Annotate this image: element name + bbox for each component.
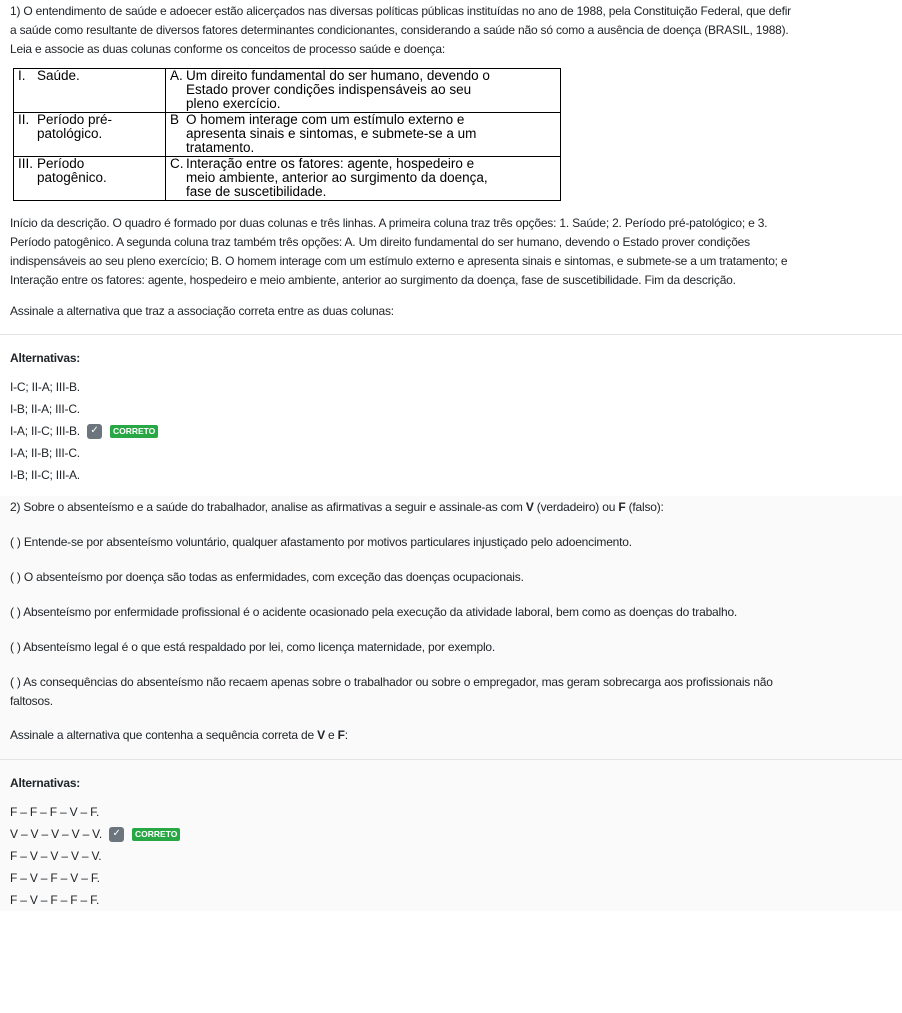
definition-text: [186, 69, 490, 111]
definition-line: Um direito fundamental do ser humano, devendo o: [186, 68, 490, 83]
alternatives-title: Alternativas:: [10, 776, 81, 790]
definition-letter: C.: [170, 156, 184, 171]
description-line: Interação entre os fatores: agente, hospedeiro e meio ambiente, anterior ao surgimento da doença, fase de suscetibilidade. Fim da descrição.: [10, 273, 736, 287]
table-cell-definition: [166, 69, 561, 113]
question-2-prompt: [10, 726, 892, 745]
intro-line: a saúde como resultante de diversos fatores determinantes condicionantes, considerando a saúde não só como a ausência de doença (BRASIL, 1988).: [10, 23, 789, 37]
prompt-text: Assinale a alternativa que contenha a sequência correta de: [10, 728, 318, 742]
alternative-option[interactable]: [10, 823, 892, 845]
alternative-option[interactable]: [10, 889, 892, 911]
table-cell-definition: [166, 113, 561, 157]
concept-text: Período pré-: [37, 112, 113, 127]
alternatives-list: [10, 801, 892, 911]
stem-text: (verdadeiro) ou: [533, 500, 619, 514]
false-letter: F: [337, 728, 345, 742]
alternative-text: F – V – F – F – F.: [10, 893, 100, 907]
alternatives-title: Alternativas:: [10, 351, 81, 365]
concept-number: II.: [18, 112, 30, 127]
statement-2: ( ) O absenteísmo por doença são todas as enfermidades, com exceção das doenças ocupacionais.: [10, 570, 524, 584]
statement-line: faltosos.: [10, 694, 53, 708]
alternative-option[interactable]: [10, 464, 892, 486]
statement-5: [10, 673, 892, 711]
table-row: [14, 113, 561, 157]
description-line: Período patogênico. A segunda coluna traz também três opções: A. Um direito fundamental do ser humano, devendo o Estado prover condições: [10, 235, 750, 249]
stem-text: 2) Sobre o absenteísmo e a saúde do trabalhador, analise as afirmativas a seguir e assinale-as com: [10, 500, 526, 514]
checkmark-icon: ✓: [109, 827, 124, 842]
concept-line: [18, 69, 161, 83]
definition-line: O homem interage com um estímulo externo e: [186, 112, 465, 127]
alternative-option[interactable]: [10, 442, 892, 464]
correct-badge: CORRETO: [132, 828, 180, 841]
table-row: [14, 69, 561, 113]
alternative-text: I-A; II-B; III-C.: [10, 446, 80, 460]
description-line: Início da descrição. O quadro é formado por duas colunas e três linhas. A primeira coluna traz três opções: 1. Saúde; 2. Período pré-patológico; e 3.: [10, 216, 768, 230]
question-1-prompt: Assinale a alternativa que traz a associação correta entre as duas colunas:: [10, 304, 394, 318]
prompt-text: e: [324, 728, 338, 742]
table-cell-definition: [166, 157, 561, 201]
alternative-text: F – F – F – V – F.: [10, 805, 100, 819]
alternative-text: I-B; II-C; III-A.: [10, 468, 80, 482]
prompt-text: :: [344, 728, 348, 742]
table-description: [10, 214, 892, 290]
definition-text: [186, 113, 476, 155]
statement-line: ( ) As consequências do absenteísmo não recaem apenas sobre o trabalhador ou sobre o empregador, mas geram sobrecarga aos profissionais não: [10, 675, 773, 689]
alternative-text: F – V – F – V – F.: [10, 871, 100, 885]
table-cell-concept: [14, 113, 166, 157]
alternative-option[interactable]: [10, 867, 892, 889]
alternative-text: I-C; II-A; III-B.: [10, 380, 80, 394]
concept-line: patogênico.: [37, 170, 107, 185]
question-2-stem: [10, 496, 892, 517]
stem-text: (falso):: [625, 500, 664, 514]
intro-line: 1) O entendimento de saúde e adoecer estão alicerçados nas diversas políticas públicas instituídas no ano de 1988, pela Constituição Federal, que defir: [10, 4, 791, 18]
false-letter: F: [618, 500, 626, 514]
question-2: [0, 496, 902, 911]
alternative-text: I-A; II-C; III-B.: [10, 424, 80, 438]
definition-line: meio ambiente, anterior ao surgimento da doença,: [186, 170, 488, 185]
table-cell-concept: [14, 69, 166, 113]
alternative-option[interactable]: [10, 376, 892, 398]
divider: [0, 334, 902, 335]
concept-text: Período: [37, 156, 85, 171]
concept-text: Saúde.: [37, 68, 80, 83]
description-line: indispensáveis ao seu pleno exercício; B. O homem interage com um estímulo externo e apresenta sinais e sintomas, e submete-se a um tratamento; e: [10, 254, 788, 268]
concept-line: [18, 157, 161, 171]
question-1-intro: [10, 0, 892, 59]
true-letter: V: [317, 728, 325, 742]
concept-number: I.: [18, 68, 26, 83]
alternative-option[interactable]: [10, 845, 892, 867]
definition-line: Estado prover condições indispensáveis ao seu: [186, 82, 472, 97]
divider: [0, 759, 902, 760]
statement-3: ( ) Absenteísmo por enfermidade profissional é o acidente ocasionado pela execução da atividade laboral, bem como as doenças do trabalho.: [10, 605, 738, 619]
alternative-option[interactable]: [10, 801, 892, 823]
checkmark-icon: ✓: [87, 424, 102, 439]
table-row: [14, 157, 561, 201]
alternatives-list: [10, 376, 892, 486]
statement-1: ( ) Entende-se por absenteísmo voluntário, qualquer afastamento por motivos particulares injustiçado pelo adoencimento.: [10, 535, 632, 549]
definition-line: apresenta sinais e sintomas, e submete-se a um: [186, 126, 477, 141]
correct-badge: CORRETO: [110, 425, 158, 438]
true-letter: V: [525, 500, 534, 514]
alternative-text: V – V – V – V – V.: [10, 827, 103, 841]
alternative-text: F – V – V – V – V.: [10, 849, 102, 863]
concept-line: patológico.: [37, 126, 103, 141]
concept-number: III.: [18, 156, 34, 171]
definition-letter: B: [170, 112, 180, 127]
alternative-option[interactable]: [10, 420, 892, 442]
definition-line: tratamento.: [186, 140, 255, 155]
definition-line: Interação entre os fatores: agente, hospedeiro e: [186, 156, 475, 171]
definition-text: [186, 157, 488, 199]
alternative-option[interactable]: [10, 398, 892, 420]
question-1: [0, 0, 902, 486]
table-cell-concept: [14, 157, 166, 201]
alternative-text: I-B; II-A; III-C.: [10, 402, 80, 416]
intro-line: Leia e associe as duas colunas conforme os conceitos de processo saúde e doença:: [10, 42, 445, 56]
definition-line: fase de suscetibilidade.: [186, 184, 327, 199]
association-table: [13, 68, 561, 201]
definition-line: pleno exercício.: [186, 96, 281, 111]
concept-line: [18, 113, 161, 127]
statement-4: ( ) Absenteísmo legal é o que está respaldado por lei, como licença maternidade, por exemplo.: [10, 640, 496, 654]
definition-letter: A.: [170, 68, 183, 83]
